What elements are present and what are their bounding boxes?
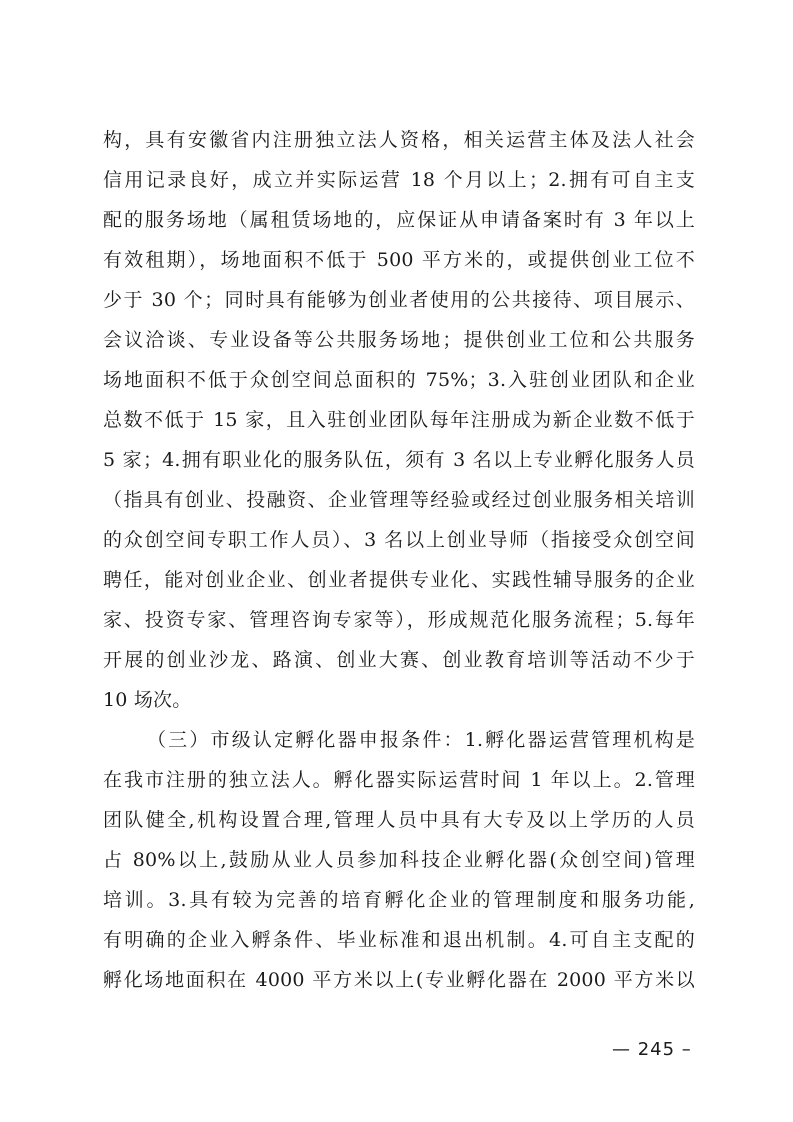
text-line: 总数不低于 15 家，且入驻创业团队每年注册成为新企业数不低于 [103, 409, 695, 431]
page-number: — 245 – [612, 1039, 692, 1060]
text-line: 聘任，能对创业企业、创业者提供专业化、实践性辅导服务的企业 [103, 569, 695, 591]
text-line: 开展的创业沙龙、路演、创业大赛、创业教育培训等活动不少于 [103, 649, 695, 671]
text-line: 有明确的企业入孵条件、毕业标准和退出机制。4.可自主支配的 [103, 929, 695, 951]
text-line: （指具有创业、投融资、企业管理等经验或经过创业服务相关培训 [103, 489, 695, 511]
text-line: 10 场次。 [103, 689, 192, 711]
text-line: 信用记录良好，成立并实际运营 18 个月以上；2.拥有可自主支 [103, 169, 695, 191]
text-line: 孵化场地面积在 4000 平方米以上(专业孵化器在 2000 平方米以 [103, 969, 695, 991]
text-line: 场地面积不低于众创空间总面积的 75%；3.入驻创业团队和企业 [103, 369, 695, 391]
text-line: 在我市注册的独立法人。孵化器实际运营时间 1 年以上。2.管理 [103, 769, 695, 791]
text-line: 家、投资专家、管理咨询专家等），形成规范化服务流程；5.每年 [103, 609, 695, 631]
text-line: 会议洽谈、专业设备等公共服务场地；提供创业工位和公共服务 [103, 329, 695, 351]
text-line: 占 80%以上,鼓励从业人员参加科技企业孵化器(众创空间)管理 [103, 849, 695, 871]
text-line: 团队健全,机构设置合理,管理人员中具有大专及以上学历的人员 [103, 809, 695, 831]
text-line: 培训。3.具有较为完善的培育孵化企业的管理制度和服务功能, [103, 889, 695, 911]
text-line: 5 家；4.拥有职业化的服务队伍，须有 3 名以上专业孵化服务人员 [103, 449, 695, 471]
text-line: 配的服务场地（属租赁场地的，应保证从申请备案时有 3 年以上 [103, 209, 695, 231]
text-line: 构，具有安徽省内注册独立法人资格，相关运营主体及法人社会 [103, 129, 695, 151]
section-heading-line: （三）市级认定孵化器申报条件：1.孵化器运营管理机构是 [147, 729, 695, 751]
text-line: 少于 30 个；同时具有能够为创业者使用的公共接待、项目展示、 [103, 289, 695, 311]
text-line: 的众创空间专职工作人员）、3 名以上创业导师（指接受众创空间 [103, 529, 695, 551]
text-line: 有效租期），场地面积不低于 500 平方米的，或提供创业工位不 [103, 249, 695, 271]
